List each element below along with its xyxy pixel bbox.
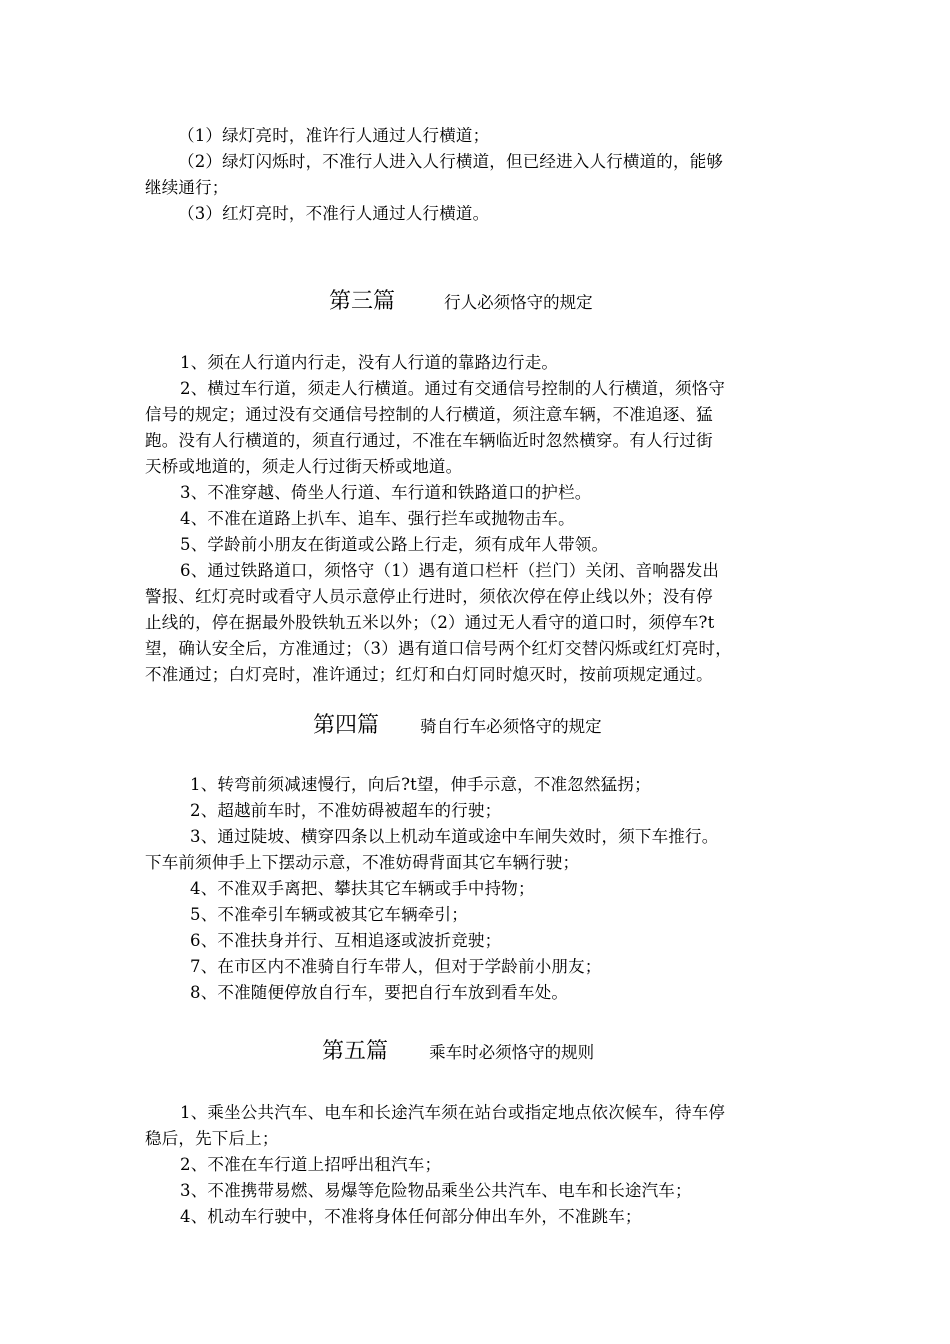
paragraph-line: 跑。没有人行横道的，须直行通过，不准在车辆临近时忽然横穿。有人行过街 <box>145 431 713 450</box>
paragraph-line: （1）绿灯亮时，准许行人通过人行横道； <box>178 126 490 145</box>
paragraph-line: （3）红灯亮时，不准行人通过人行横道。 <box>178 204 490 223</box>
paragraph-line: 4、机动车行驶中，不准将身体任何部分伸出车外，不准跳车； <box>180 1207 642 1226</box>
paragraph-line: 2、横过车行道，须走人行横道。通过有交通信号控制的人行横道，须恪守 <box>180 379 726 398</box>
paragraph-line: 3、不准穿越、倚坐人行道、车行道和铁路道口的护栏。 <box>180 483 592 502</box>
paragraph-line: 3、通过陡坡、横穿四条以上机动车道或途中车闸失效时，须下车推行。 <box>190 827 719 846</box>
paragraph-line: 继续通行； <box>145 178 229 197</box>
paragraph-line: 天桥或地道的，须走人行过街天桥或地道。 <box>145 457 463 476</box>
paragraph-line: 止线的，停在据最外股铁轨五米以外；（2）通过无人看守的道口时，须停车?t <box>145 613 715 632</box>
paragraph-line: 2、不准在车行道上招呼出租汽车； <box>180 1155 442 1174</box>
paragraph-line: 稳后，先下后上； <box>145 1129 279 1148</box>
paragraph-line: 下车前须伸手上下摆动示意，不准妨碍背面其它车辆行驶； <box>145 853 580 872</box>
paragraph-line: 6、不准扶身并行、互相追逐或波折竞驶； <box>190 931 502 950</box>
paragraph-line: 望，确认安全后，方准通过；（3）遇有道口信号两个红灯交替闪烁或红灯亮时， <box>145 639 732 658</box>
paragraph-line: 1、转弯前须减速慢行，向后?t望，伸手示意，不准忽然猛拐； <box>190 775 651 794</box>
paragraph-line: 2、超越前车时，不准妨碍被超车的行驶； <box>190 801 502 820</box>
paragraph-line: 7、在市区内不准骑自行车带人，但对于学龄前小朋友； <box>190 957 602 976</box>
paragraph-line: 4、不准双手离把、攀扶其它车辆或手中持物； <box>190 879 535 898</box>
paragraph-line: 不准通过；白灯亮时，准许通过；红灯和白灯同时熄灭时，按前项规定通过。 <box>145 665 713 684</box>
section-heading <box>329 284 593 315</box>
paragraph-line: 信号的规定；通过没有交通信号控制的人行横道，须注意车辆，不准追逐、猛 <box>145 405 713 424</box>
section-heading <box>322 1034 594 1065</box>
paragraph-line: 4、不准在道路上扒车、追车、强行拦车或抛物击车。 <box>180 509 575 528</box>
paragraph-line: 5、不准牵引车辆或被其它车辆牵引； <box>190 905 468 924</box>
section-title: 乘车时必须恪守的规则 <box>429 1043 595 1062</box>
paragraph-line: 5、学龄前小朋友在街道或公路上行走，须有成年人带领。 <box>180 535 609 554</box>
section-number: 第三篇 <box>329 289 396 314</box>
paragraph-line: 警报、红灯亮时或看守人员示意停止行进时，须依次停在停止线以外；没有停 <box>145 587 713 606</box>
section-number: 第四篇 <box>313 713 380 738</box>
paragraph-line: 8、不准随便停放自行车，要把自行车放到看车处。 <box>190 983 569 1002</box>
section-title: 骑自行车必须恪守的规定 <box>420 717 602 736</box>
section-heading <box>313 708 602 739</box>
paragraph-line: 1、须在人行道内行走，没有人行道的靠路边行走。 <box>180 353 559 372</box>
paragraph-line: 3、不准携带易燃、易爆等危险物品乘坐公共汽车、电车和长途汽车； <box>180 1181 692 1200</box>
paragraph-line: 6、通过铁路道口，须恪守（1）遇有道口栏杆（拦门）关闭、音响器发出 <box>180 561 720 580</box>
paragraph-line: 1、乘坐公共汽车、电车和长途汽车须在站台或指定地点依次候车，待车停 <box>180 1103 726 1122</box>
section-title: 行人必须恪守的规定 <box>444 293 593 312</box>
paragraph-line: （2）绿灯闪烁时，不准行人进入人行横道，但已经进入人行横道的，能够 <box>178 152 724 171</box>
section-number: 第五篇 <box>322 1039 389 1064</box>
